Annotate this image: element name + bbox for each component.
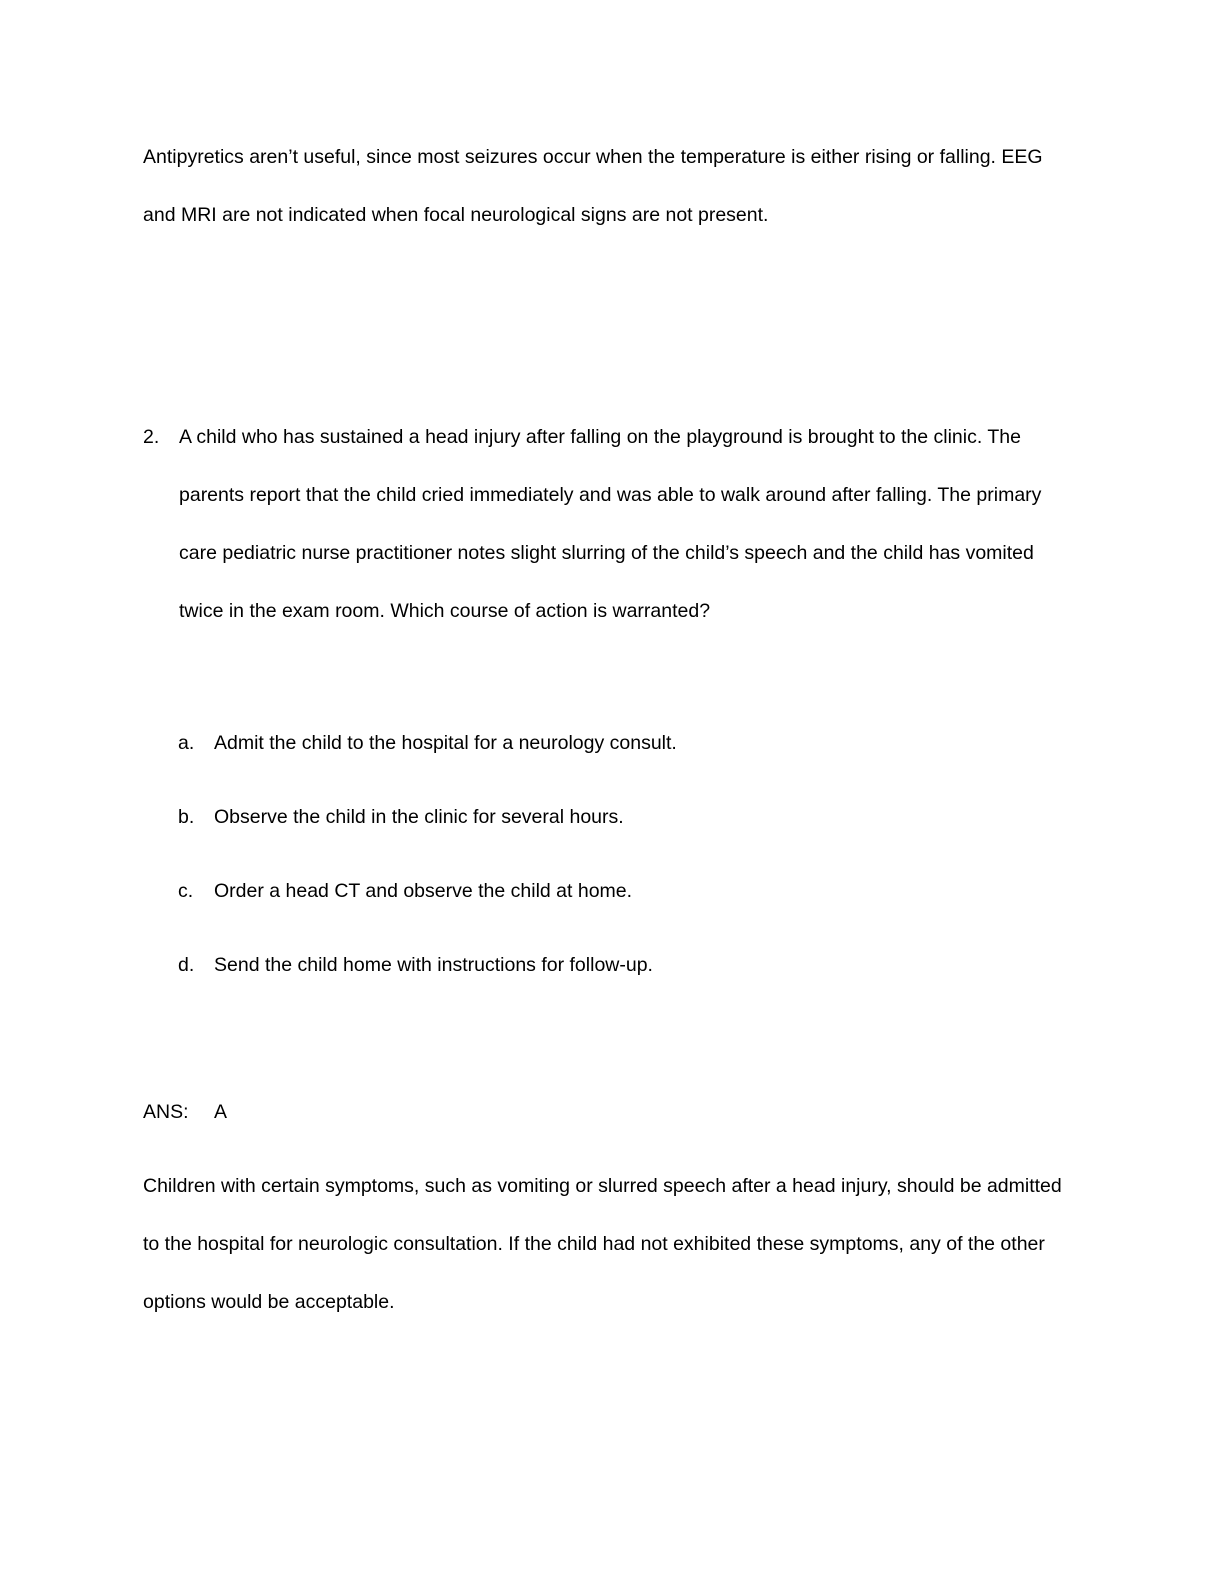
question-2 xyxy=(143,408,1078,640)
option-letter: c. xyxy=(178,880,194,902)
option-d xyxy=(178,936,1078,1010)
option-text: Admit the child to the hospital for a neurology consult. xyxy=(214,732,677,754)
option-c xyxy=(178,862,1078,936)
option-text: Order a head CT and observe the child at home. xyxy=(214,880,633,902)
rationale-paragraph: Children with certain symptoms, such as vomiting or slurred speech after a head injury, should be admitted to the hospital for neurologic consultation. If the child had not exhibited these symptoms, any of the other options would be acceptable. xyxy=(143,1175,1062,1313)
option-letter: b. xyxy=(178,806,195,828)
answer-options xyxy=(178,714,1078,1010)
previous-rationale-paragraph: Antipyretics aren’t useful, since most seizures occur when the temperature is either rising or falling. EEG and MRI are not indicated when focal neurological signs are not present. xyxy=(143,146,1043,226)
option-a xyxy=(178,714,1078,788)
answer-line xyxy=(143,1083,228,1141)
question-number: 2. xyxy=(143,426,160,448)
option-letter: d. xyxy=(178,954,195,976)
option-b xyxy=(178,788,1078,862)
option-text: Observe the child in the clinic for several hours. xyxy=(214,806,624,828)
answer-value: A xyxy=(214,1101,228,1123)
option-letter: a. xyxy=(178,732,195,754)
answer-label: ANS: xyxy=(143,1101,189,1123)
option-text: Send the child home with instructions for follow-up. xyxy=(214,954,653,976)
question-stem: A child who has sustained a head injury after falling on the playground is brought to the clinic. The parents report that the child cried immediately and was able to walk around after falling. The primary care pediatric nurse practitioner notes slight slurring of the child’s speech and the child has vomited twice in the exam room. Which course of action is warranted? xyxy=(179,426,1042,622)
